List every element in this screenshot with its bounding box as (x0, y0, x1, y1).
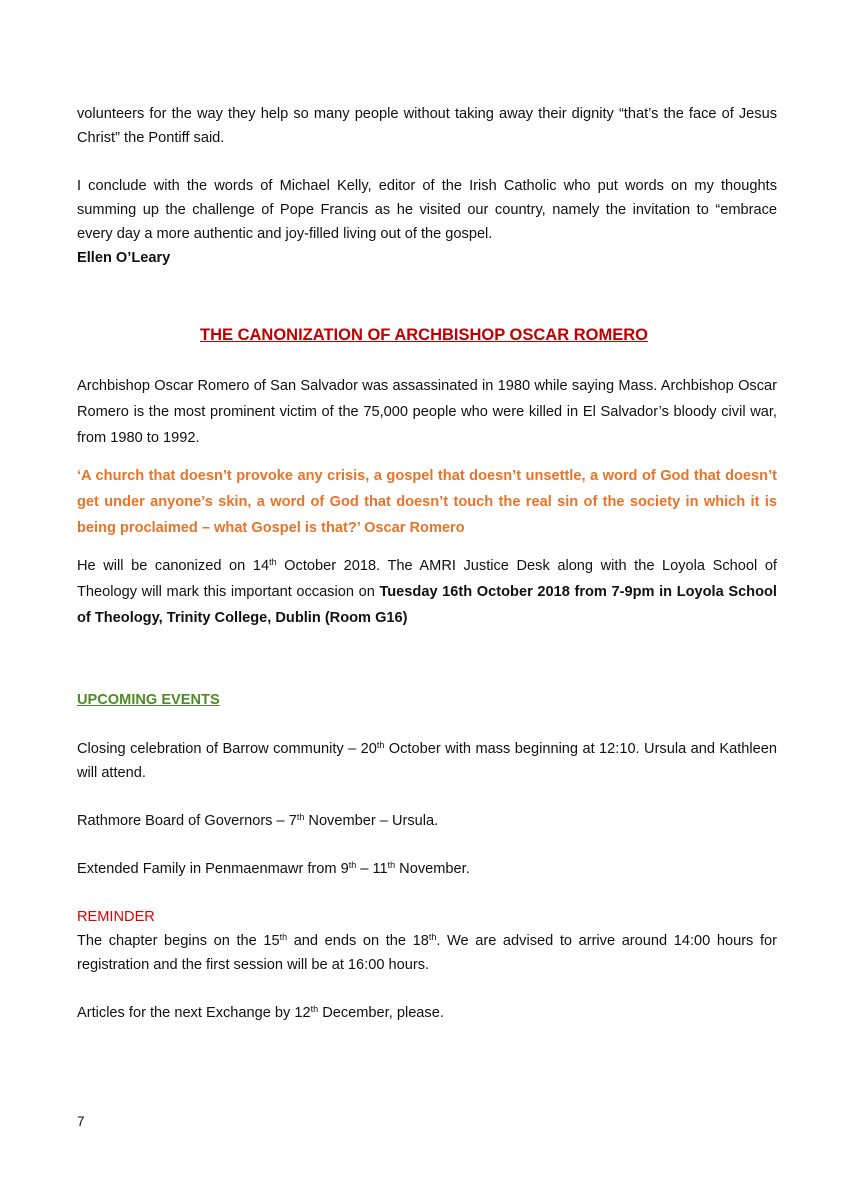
romero-paragraph: Archbishop Oscar Romero of San Salvador was assassinated in 1980 while saying Mass. Archbishop Oscar Romero is the most prominent victim of the 75,000 people who were killed in El Salvador’s bloody civil war, from 1980 to 1992. (77, 378, 777, 446)
page-number: 7 (77, 1114, 85, 1129)
event-rathmore-sup: th (296, 812, 305, 822)
event-rathmore (77, 809, 777, 833)
event-barrow-sup: th (376, 740, 385, 750)
canonization-event-details: Tuesday 16th October 2018 from 7-9pm in Loyola School of Theology, Trinity College, Dublin (Room G16) (77, 584, 777, 626)
event-rathmore-text-a: Rathmore Board of Governors – 7 (77, 813, 297, 829)
event-family-text-a: Extended Family in Penmaenmawr from 9 (77, 861, 349, 877)
event-family-text-c: November. (395, 861, 470, 877)
reminder-chapter (77, 929, 777, 977)
reminder-label: REMINDER (77, 909, 155, 925)
canonization-text-a: He will be canonized on 14 (77, 558, 270, 574)
event-barrow (77, 737, 777, 785)
reminder-chapter-sup-1: th (279, 932, 288, 942)
intro-paragraph-1: volunteers for the way they help so many people without taking away their dignity “that’s the face of Jesus Christ” the Pontiff said. (77, 106, 777, 146)
event-family-sup-2: th (387, 860, 396, 870)
upcoming-events-label: UPCOMING EVENTS (77, 692, 220, 708)
reminder-chapter-sup-2: th (428, 932, 437, 942)
event-barrow-text-a: Closing celebration of Barrow community – 20 (77, 741, 377, 757)
canonization-sup: th (269, 557, 277, 567)
author-signature: Ellen O’Leary (77, 250, 171, 266)
reminder-chapter-text-c: . We are advised to arrive around 14:00 hours for registration and the first session will be at 16:00 hours. (77, 933, 777, 973)
event-extended-family (77, 857, 777, 881)
reminder-articles (77, 1001, 777, 1025)
canonization-text-b: October 2018. The AMRI Justice Desk along with the Loyola School of Theology will mark this important occasion on (77, 558, 777, 600)
intro-paragraph-2: I conclude with the words of Michael Kelly, editor of the Irish Catholic who put words on my thoughts summing up the challenge of Pope Francis as he visited our country, namely the invitation to “embrace every day a more authentic and joy-filled living out of the gospel. (77, 178, 777, 242)
event-family-sup-1: th (348, 860, 357, 870)
section-title: THE CANONIZATION OF ARCHBISHOP OSCAR ROMERO (200, 326, 648, 344)
romero-quote: ‘A church that doesn’t provoke any crisis, a gospel that doesn’t unsettle, a word of God that doesn’t get under anyone’s skin, a word of God that doesn’t touch the real sin of the society in which it is being proclaimed – what Gospel is that?’ Oscar Romero (77, 468, 777, 536)
event-family-text-b: – 11 (356, 861, 388, 877)
canonization-paragraph (77, 553, 777, 631)
event-barrow-text-b: October with mass beginning at 12:10. Ursula and Kathleen will attend. (77, 741, 777, 781)
reminder-articles-text-b: December, please. (318, 1005, 444, 1021)
event-rathmore-text-b: November – Ursula. (304, 813, 439, 829)
reminder-chapter-text-b: and ends on the 18 (287, 933, 429, 949)
reminder-chapter-text-a: The chapter begins on the 15 (77, 933, 280, 949)
upcoming-events-heading (77, 688, 777, 712)
reminder-articles-sup: th (310, 1004, 319, 1014)
reminder-articles-text-a: Articles for the next Exchange by 12 (77, 1005, 311, 1021)
